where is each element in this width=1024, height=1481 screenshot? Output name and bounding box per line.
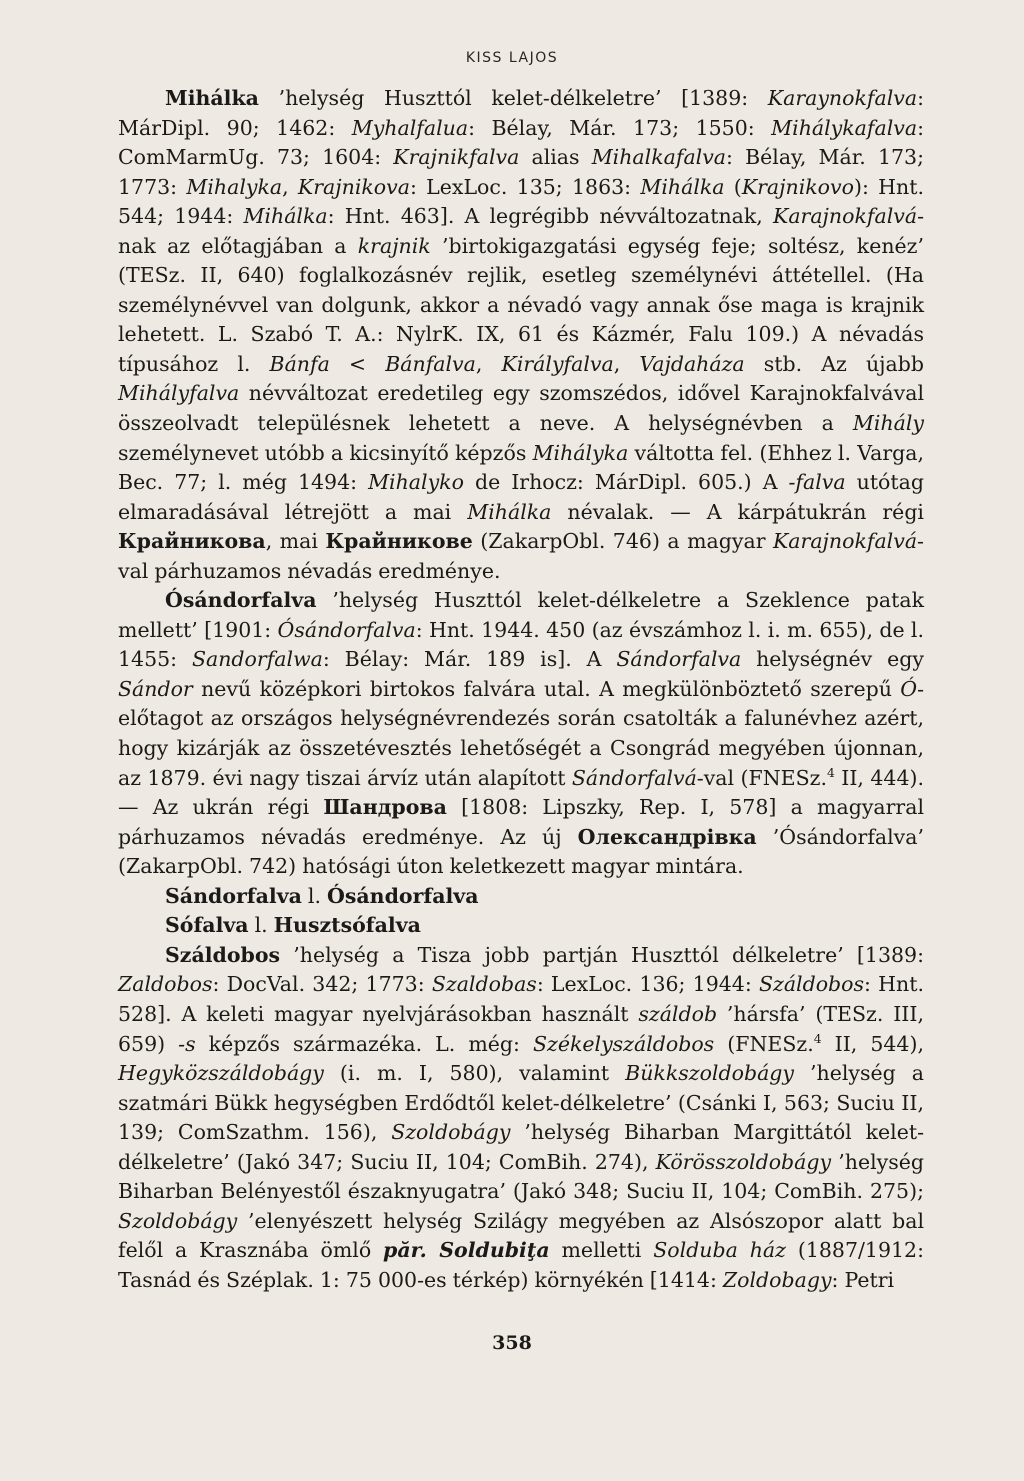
text-run: névalak. — A kárpátukrán régi: [551, 499, 924, 524]
text-run: , mai: [265, 529, 326, 554]
headword: Mihálka: [165, 86, 259, 110]
text-run: -nak az előtagjában a: [118, 204, 924, 258]
text-run: ’helység Biharban Belényestől északnyugatra’ (Jakó 348; Suciu II, 104; ComBih. 275);: [118, 1149, 925, 1204]
text-run: alias: [519, 145, 592, 170]
page-number: 358: [492, 1332, 532, 1354]
italic-term: Száldobos: [758, 972, 865, 997]
italic-term: Mihalkafalva: [591, 145, 727, 170]
headword: Száldobos: [165, 942, 281, 967]
text-run: : LexLoc. 135; 1863:: [409, 174, 641, 199]
text-run: ): Hnt. 544; 1944:: [118, 174, 924, 229]
italic-term: Sandorfalwa: [191, 647, 323, 672]
text-run: ,: [613, 351, 640, 376]
text-run: stb. Az újabb: [744, 351, 924, 376]
superscript: 4: [813, 1031, 822, 1046]
text-run: : Bélay: Már. 189 is]. A: [322, 647, 617, 672]
italic-term: Bánfalva: [385, 351, 476, 376]
text-run: személynevet utóbb a kicsinyítő képzős: [118, 440, 533, 465]
italic-term: -s: [178, 1031, 196, 1056]
italic-term: Mihály: [852, 411, 924, 436]
entry-szaldobos: [118, 941, 924, 1296]
italic-term: Mihályka: [532, 440, 629, 465]
text-run: (FNESz.: [714, 1031, 814, 1056]
text-run: képzős származéka. L. még:: [195, 1031, 533, 1056]
text-run: : Hnt. 1944. 450 (az évszámhoz l. i. m. 655), de l. 1455:: [118, 617, 925, 672]
running-head: KISS LAJOS: [465, 50, 559, 66]
text-run: II, 544),: [821, 1031, 924, 1056]
text-run: de Irhocz: MárDipl. 605.) A: [463, 470, 789, 495]
italic-term: Királyfalva: [501, 351, 614, 376]
text-run: : MárDipl. 90; 1462:: [118, 86, 924, 140]
italic-term: Solduba ház: [653, 1238, 786, 1263]
italic-term: Mihalyko: [368, 470, 464, 495]
text-run: -val párhuzamos névadás eredménye.: [118, 529, 924, 583]
italic-term: Karajnokfalvá: [772, 529, 918, 554]
text-run: ’helység Huszttól kelet-délkeletre’ [1389:: [258, 86, 768, 110]
text-run: : DocVal. 342; 1773:: [212, 972, 432, 997]
headword: Ósándorfalva: [165, 588, 317, 613]
headword: Sófalva: [165, 913, 249, 938]
italic-term: păr. Soldubiţa: [383, 1238, 550, 1263]
italic-term: Ósándorfalva: [277, 617, 416, 642]
text-run: : Hnt. 463]. A legrégibb névváltozatnak,: [327, 204, 773, 229]
text-run: : ComMarmUg. 73; 1604:: [118, 115, 924, 170]
text-run: ,: [282, 174, 298, 199]
italic-term: Sándorfalvá: [571, 765, 697, 790]
text-run: nevű középkori birtokos falvára utal. A megkülönböztető szerepű: [192, 676, 901, 701]
italic-term: száldob: [638, 1001, 718, 1026]
text-run: : LexLoc. 136; 1944:: [536, 972, 759, 997]
text-run: ’helység Biharban Margittától kelet-délkeletre’ (Jakó 347; Suciu II, 104; ComBih. 274),: [118, 1120, 925, 1174]
text-run: ’elenyészett helység Szilágy megyében az Alsószopor alatt bal felől a Krasznába ömlő: [118, 1208, 924, 1263]
bold-term: Крайникова: [118, 529, 266, 554]
italic-term: Bánfa: [269, 351, 330, 376]
italic-term: Krajnikfalva: [393, 145, 520, 170]
italic-term: Székelyszáldobos: [532, 1031, 715, 1056]
text-run: -előtagot az országos helységnévrendezés során csatolták a falunévhez azért, hogy kizárják az összetévesztés lehetőségét a Csongrád megyében újonnan, az 1879. évi nagy tiszai árvíz után alapított: [118, 676, 924, 790]
italic-term: Bükkszoldobágy: [625, 1061, 795, 1086]
dictionary-text: [118, 84, 924, 1295]
text-run: ’helység a szatmári Bükk hegységben Erdődtől kelet-délkeletre’ (Csánki I, 563; Suciu II, 139; ComSzathm. 156),: [118, 1061, 924, 1145]
italic-term: Mihálka: [467, 499, 552, 524]
text-run: : Hnt. 528]. A keleti magyar nyelvjárásokban használt: [118, 972, 925, 1026]
text-run: : Petri: [831, 1267, 895, 1292]
text-run: utótag elmaradásával létrejött a mai: [118, 470, 924, 524]
text-run: l.: [248, 913, 274, 938]
entry-osandorfalva: [118, 586, 924, 881]
italic-term: Mihalyka: [186, 174, 283, 199]
bold-term: Крайникове: [325, 529, 473, 554]
entry-sofalva: [118, 911, 924, 941]
italic-term: Ó: [900, 676, 918, 701]
italic-term: Zoldobagy: [722, 1267, 832, 1292]
text-run: ’Ósándorfalva’ (ZakarpObl. 742) hatósági úton keletkezett magyar mintára.: [118, 824, 925, 879]
italic-term: Krajnikovo: [741, 174, 854, 199]
italic-term: Szoldobágy: [118, 1208, 238, 1233]
text-run: -val (FNESz.: [696, 765, 827, 790]
text-run: ,: [475, 351, 502, 376]
italic-term: Mihálykafalva: [771, 115, 918, 140]
bold-term: Олександрівка: [577, 824, 757, 849]
italic-term: Karaynokfalva: [767, 86, 918, 110]
text-run: (: [724, 174, 742, 199]
italic-term: Szoldobágy: [391, 1120, 511, 1145]
text-run: névváltozat eredetileg egy szomszédos, idővel Karajnokfalvával összeolvadt településnek lehetett a neve. A helységnévben a: [118, 381, 924, 436]
text-run: ’birtokigazgatási egység feje; soltész, kenéz’ (TESz. II, 640) foglalkozásnév rejlik, esetleg személynévi áttétellel. (Ha személynévvel van dolgunk, akkor a névadó vagy annak őse maga is krajnik lehetett. L. Szabó T. A.: NylrK. IX, 61 és Kázmér, Falu 109.) A névadás típusához l.: [118, 233, 925, 376]
italic-term: Sándorfalva: [616, 647, 742, 672]
headword: Sándorfalva: [165, 883, 302, 908]
italic-term: Mihálka: [640, 174, 725, 199]
italic-term: Myhalfalua: [351, 115, 469, 140]
italic-term: Hegyközszáldobágy: [118, 1061, 324, 1086]
text-run: helységnév egy: [741, 647, 924, 672]
italic-term: -falva: [788, 470, 846, 495]
text-run: ’helység Huszttól kelet-délkeletre a Szeklence patak mellett’ [1901:: [118, 588, 924, 642]
text-run: (ZakarpObl. 746) a magyar: [472, 529, 773, 554]
italic-term: Szaldobas: [431, 972, 537, 997]
italic-term: Körösszoldobágy: [655, 1149, 832, 1174]
bold-term: Шандрова: [323, 795, 447, 820]
italic-term: Sándor: [118, 676, 193, 701]
text-run: melletti: [549, 1238, 654, 1263]
italic-term: Krajnikova: [297, 174, 410, 199]
text-run: ’hársfa’ (TESz. III, 659): [118, 1001, 924, 1056]
text-run: (i. m. I, 580), valamint: [323, 1061, 626, 1086]
text-run: l.: [301, 883, 327, 908]
italic-term: Mihályfalva: [118, 381, 240, 406]
text-run: ’helység a Tisza jobb partján Huszttól délkeletre’ [1389:: [280, 942, 924, 967]
italic-term: Vajdaháza: [639, 351, 745, 376]
text-run: <: [329, 351, 386, 376]
entry-sandorfalva: [118, 882, 924, 912]
text-run: : Bélay, Már. 173; 1550:: [468, 115, 772, 140]
bold-term: Husztsófalva: [273, 913, 421, 938]
entry-mihalka: [118, 84, 924, 586]
italic-term: Zaldobos: [118, 972, 213, 997]
superscript: 4: [826, 765, 835, 780]
text-run: [1808: Lipszky, Rep. I, 578] a magyarral párhuzamos névadás eredménye. Az új: [118, 795, 925, 849]
text-run: váltotta fel. (Ehhez l. Varga, Bec. 77; l. még 1494:: [118, 440, 924, 495]
italic-term: Karajnokfalvá: [773, 204, 918, 229]
italic-term: krajnik: [357, 233, 431, 258]
text-run: II, 444). — Az ukrán régi: [118, 765, 924, 820]
text-run: (1887/1912: Tasnád és Széplak. 1: 75 000-es térkép) környékén [1414:: [118, 1238, 925, 1292]
text-run: : Bélay, Már. 173; 1773:: [118, 145, 924, 199]
italic-term: Mihálka: [243, 204, 328, 229]
bold-term: Ósándorfalva: [327, 883, 479, 908]
